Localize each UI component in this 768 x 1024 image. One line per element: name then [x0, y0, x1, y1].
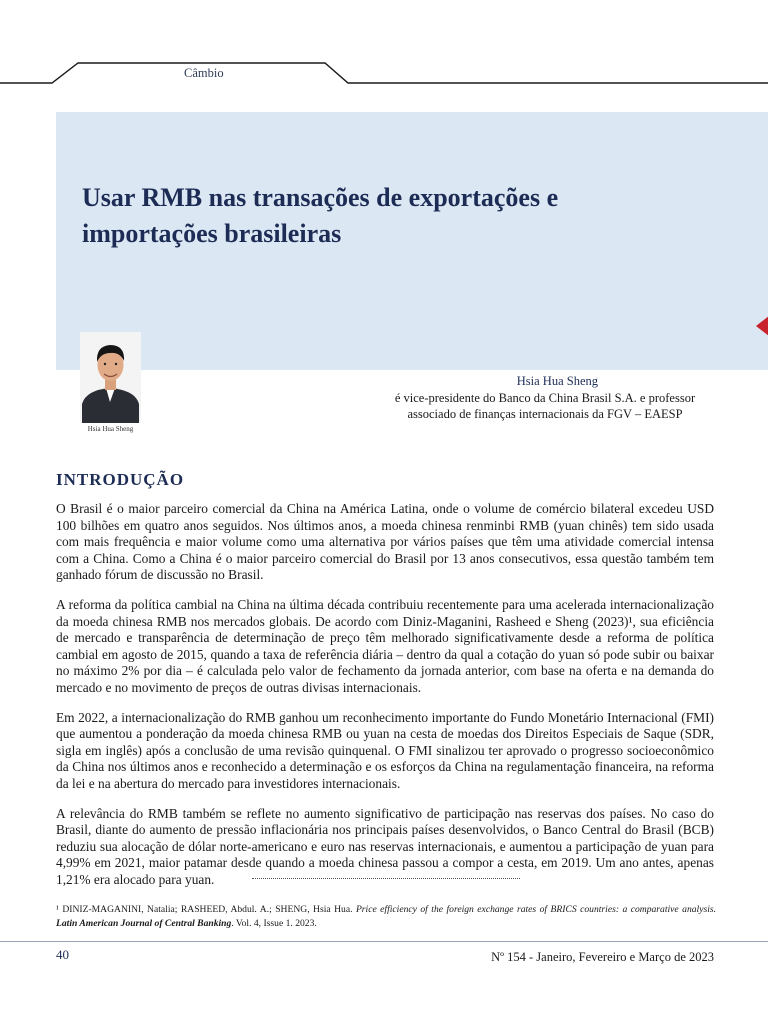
section-tab-outline [0, 0, 768, 100]
photo-caption: Hsia Hua Sheng [87, 425, 134, 433]
article-title: Usar RMB nas transações de exportações e importações brasileiras [82, 183, 559, 248]
body-paragraph: A relevância do RMB também se reflete no aumento significativo de participação nas reservas dos países. No caso do Brasil, diante do aumento de pressão inflacionária nos principais países desenvolvidos, o Banco Central do Brasil (BCB) reduziu sua alocação de dólar norte-americano e euro nas reservas internacionais, e aumentou a participação de yuan para 4,99% em 2021, maior patamar desde quando a moeda chinesa passou a compor a cesta, em 2019. Um ano antes, apenas 1,21% era alocado para yuan. [56, 805, 714, 887]
author-photo [80, 332, 141, 423]
author-bio-line: associado de finanças internacionais da FGV – EAESP [407, 407, 683, 421]
page-number: 40 [56, 947, 69, 962]
author-bio-line: é vice-presidente do Banco da China Brasil S.A. e professor [394, 391, 696, 405]
footer-rule [0, 941, 768, 942]
footnote-authors: ¹ DINIZ-MAGANINI, Natalia; RASHEED, Abdul. A.; SHENG, Hsia Hua. [56, 904, 356, 915]
body-paragraph: O Brasil é o maior parceiro comercial da China na América Latina, onde o volume de comércio bilateral excedeu USD 100 bilhões em quatro anos seguidos. Nos últimos anos, a moeda chinesa renminbi RMB (yuan chinês) tem sido usada com mais frequência e maior volume como uma alternativa por vários países que têm uma atividade comercial intensa com a China. Como a China é o maior parceiro comercial do Brasil por 13 anos consecutivos, essa questão também tem ganhado fórum de discussão no Brasil. [56, 501, 714, 583]
footnote-journal: Latin American Journal of Central Banking [56, 918, 232, 929]
article-body [56, 501, 714, 901]
section-heading: INTRODUÇÃO [56, 470, 185, 489]
footnote [56, 903, 716, 931]
footnote-work-title: Price efficiency of the foreign exchange rates of BRICS countries: a comparative analysis. [355, 904, 716, 915]
section-label: Câmbio [184, 66, 224, 80]
footnote-volume: . Vol. 4, Issue 1. 2023. [231, 918, 317, 929]
body-paragraph: A reforma da política cambial na China na última década contribuiu recentemente para uma acelerada internacionalização da moeda chinesa RMB nos mercados globais. De acordo com Diniz-Maganini, Rasheed e Sheng (2023)¹, sua eficiência de mercado e transparência de determinação de preço têm melhorado significativamente desde a reforma de política cambial em agosto de 2015, quando a taxa de referência diária – dentro da qual a cotação do yuan só pode subir ou baixar no máximo 2% por dia – é calculada pelo valor de fechamento da jornada anterior, com base na oferta e na demanda do mercado e no movimento de preços de outras divisas internacionais. [56, 596, 714, 695]
issue-info: Nº 154 - Janeiro, Fevereiro e Março de 2023 [491, 950, 714, 964]
body-paragraph: Em 2022, a internacionalização do RMB ganhou um reconhecimento importante do Fundo Monetário Internacional (FMI) que aumentou a ponderação da moeda chinesa RMB ou yuan na cesta de moedas dos Direitos Especiais de Saque (SDR, sigla em inglês) após a conclusão de uma revisão quinquenal. O FMI sinalizou ter aprovado o progresso socioeconômico da China nos últimos anos e reconhecido a determinação e os esforços da China na regulamentação financeira, na reforma da lei e na abertura do mercado para investidores internacionais. [56, 709, 714, 791]
red-accent-shape [756, 312, 768, 340]
footnote-separator [252, 878, 520, 879]
author-name: Hsia Hua Sheng [516, 374, 598, 388]
author-bio [380, 390, 710, 422]
